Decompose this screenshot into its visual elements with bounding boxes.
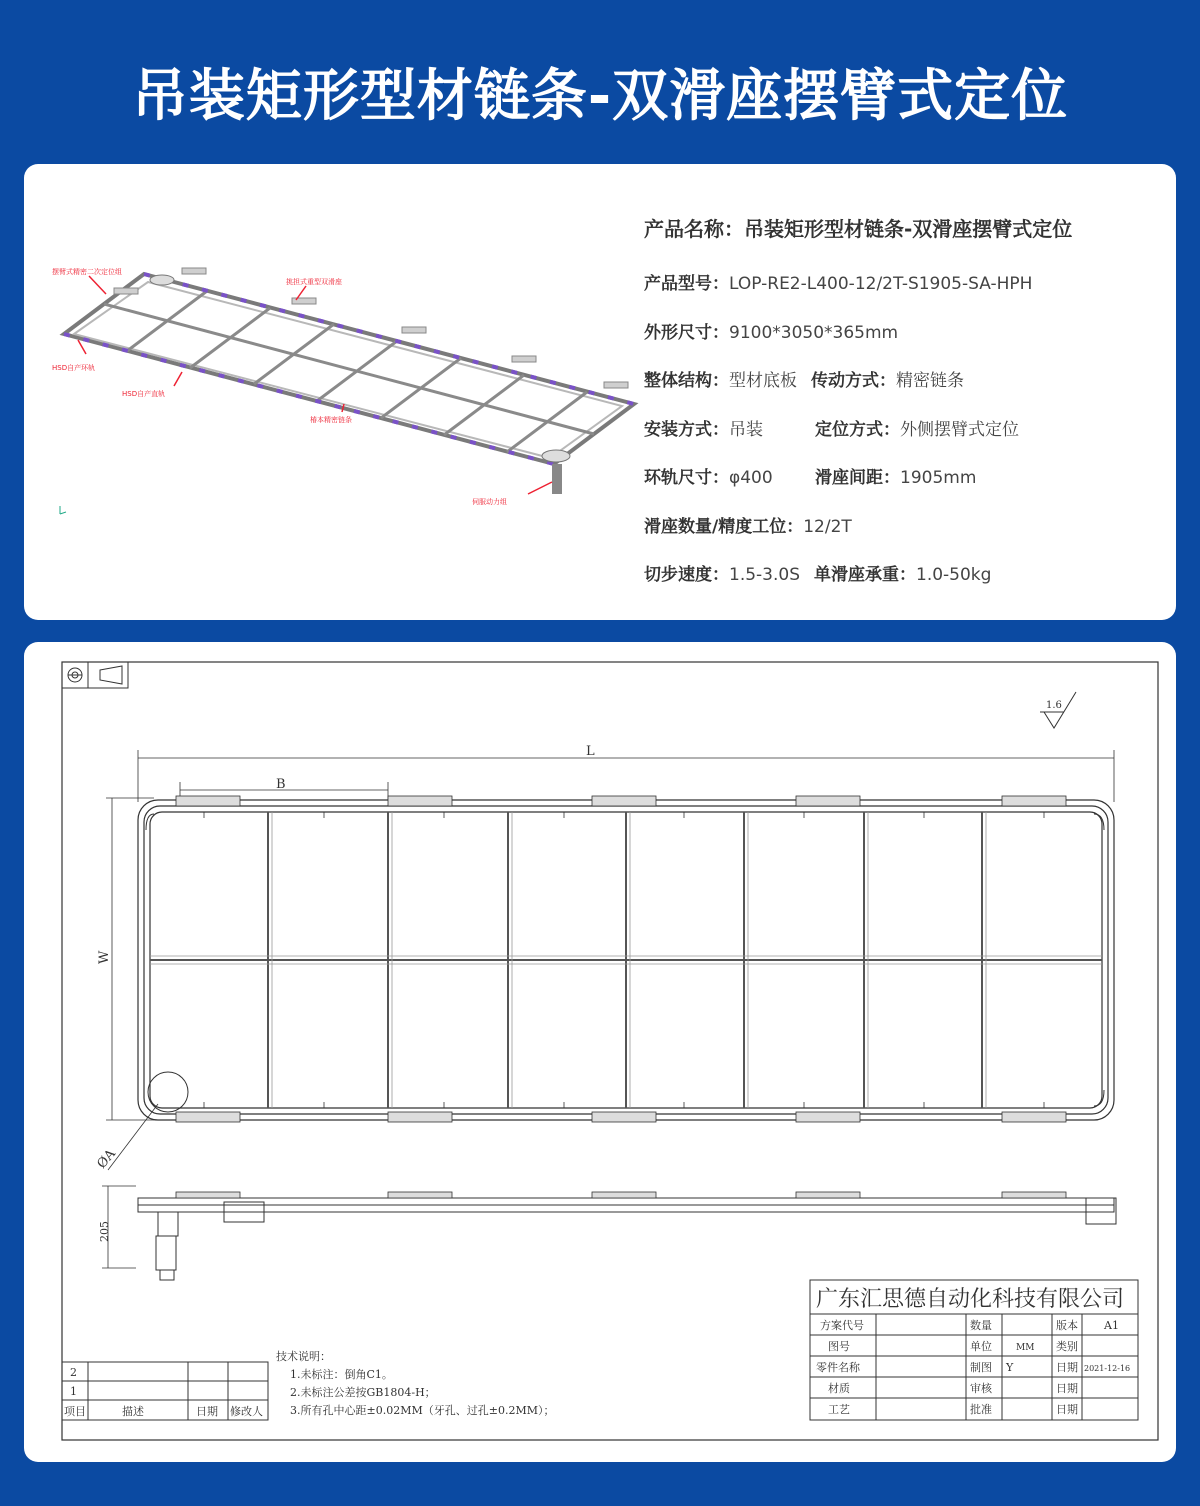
dim-205: 205 — [98, 1221, 111, 1242]
spec-row-speed — [644, 551, 1164, 600]
spec-locate-label: 定位方式： — [815, 419, 900, 440]
dim-B: B — [276, 777, 286, 792]
spec-load-value: 1.0-50kg — [916, 565, 992, 585]
tb-part-name-label: 零件名称 — [816, 1361, 860, 1374]
iso-label-swing-arm: 摆臂式精密二次定位组 — [52, 268, 122, 276]
technical-notes — [276, 1349, 554, 1417]
note-1: 1.未标注：倒角C1。 — [290, 1368, 393, 1381]
tb-version-label: 版本 — [1056, 1319, 1078, 1332]
rev-header-author: 修改人 — [230, 1405, 263, 1418]
page-title: 吊装矩形型材链条-双滑座摆臂式定位 — [131, 64, 1069, 129]
tb-date3-label: 日期 — [1056, 1403, 1078, 1416]
spec-size-label: 外形尺寸： — [644, 322, 729, 343]
tb-scheme-code-label: 方案代号 — [820, 1319, 864, 1332]
spec-load-label: 单滑座承重： — [814, 565, 916, 585]
spec-count-value: 12/2T — [803, 516, 852, 537]
spec-row-install — [644, 406, 1164, 455]
spec-spacing-label: 滑座间距： — [815, 468, 900, 488]
tb-drawing-no-label: 图号 — [828, 1340, 850, 1353]
iso-servo-motor — [552, 464, 562, 494]
spec-model-label: 产品型号： — [644, 274, 729, 294]
tb-drafter-value: Y — [1006, 1361, 1014, 1374]
spec-count-label: 滑座数量/精度工位： — [644, 516, 804, 537]
tb-material-label: 材质 — [828, 1382, 850, 1395]
spec-row-count — [644, 503, 1164, 552]
iso-label-straight-rail: HSD自产直轨 — [122, 390, 166, 398]
rev-header-item: 项目 — [64, 1405, 86, 1418]
roughness-value: 1.6 — [1046, 700, 1062, 711]
iso-label-ring-rail: HSD自产环轨 — [52, 364, 96, 372]
product-info-card — [24, 164, 1176, 620]
company-name: 广东汇思德自动化科技有限公司 — [816, 1287, 1125, 1312]
top-view-cross-members — [150, 812, 1102, 1108]
spec-product-name — [644, 212, 1164, 260]
spec-size-value: 9100*3050*365mm — [729, 322, 899, 343]
dim-W: W — [97, 950, 112, 964]
drawing-border — [62, 662, 1158, 1440]
tb-quantity-label: 数量 — [970, 1319, 992, 1332]
tb-drafter-label: 制图 — [970, 1361, 992, 1374]
note-2: 2.未标注公差按GB1804-H； — [290, 1386, 436, 1399]
tb-version-value: A1 — [1104, 1319, 1119, 1332]
tb-unit-value: MM — [1016, 1343, 1035, 1353]
tb-unit-label: 单位 — [970, 1340, 992, 1353]
spec-struct-value: 型材底板 — [729, 371, 797, 391]
spec-row-model — [644, 260, 1164, 309]
spec-struct-label: 整体结构： — [644, 371, 729, 391]
note-3: 3.所有孔中心距±0.02MM（牙孔、过孔±0.2MM）； — [290, 1404, 555, 1417]
spec-row-structure — [644, 357, 1164, 406]
spec-name-value: 吊装矩形型材链条-双滑座摆臂式定位 — [744, 217, 1073, 241]
spec-spacing-value: 1905mm — [900, 468, 977, 488]
spec-row-size — [644, 309, 1164, 358]
rev-row-2: 2 — [70, 1366, 77, 1379]
tb-date-value: 2021-12-16 — [1084, 1364, 1131, 1373]
iso-label-chain: 椿本精密链条 — [310, 416, 352, 424]
tb-date2-label: 日期 — [1056, 1382, 1078, 1395]
side-view — [138, 1198, 1116, 1280]
spec-speed-value: 1.5-3.0S — [729, 565, 800, 585]
spec-drive-value: 精密链条 — [896, 371, 964, 391]
spec-install-value: 吊装 — [729, 419, 763, 440]
spec-speed-label: 切步速度： — [644, 565, 729, 585]
isometric-product-render — [44, 254, 644, 554]
rev-header-desc: 描述 — [122, 1405, 144, 1418]
spec-ring-value: φ400 — [729, 468, 773, 488]
notes-title: 技术说明： — [276, 1350, 331, 1363]
tb-process-label: 工艺 — [828, 1403, 850, 1416]
side-view-sliders — [176, 1192, 1066, 1198]
tb-approve-label: 批准 — [970, 1403, 992, 1416]
iso-cross-bars — [104, 291, 594, 452]
iso-label-double-slider: 挑担式重型双滑座 — [286, 278, 342, 286]
spec-install-label: 安装方式： — [644, 419, 729, 440]
dim-diameter-A: ØA — [94, 1146, 119, 1172]
projection-symbol — [62, 662, 128, 688]
rev-header-date: 日期 — [196, 1405, 218, 1418]
spec-drive-label: 传动方式： — [811, 371, 896, 391]
iso-label-servo: 伺服动力组 — [472, 498, 507, 506]
spec-ring-label: 环轨尺寸： — [644, 468, 729, 488]
engineering-drawing-card — [24, 642, 1176, 1462]
tb-review-label: 审核 — [970, 1382, 992, 1395]
engineering-drawing — [24, 642, 1176, 1462]
tb-date-label: 日期 — [1056, 1361, 1078, 1374]
spec-model-value: LOP-RE2-L400-12/2T-S1905-SA-HPH — [729, 274, 1033, 294]
spec-locate-value: 外侧摆臂式定位 — [900, 419, 1019, 440]
dim-L: L — [586, 744, 595, 759]
rev-row-1: 1 — [70, 1385, 77, 1398]
spec-name-label: 产品名称： — [644, 217, 744, 241]
spec-list — [644, 212, 1164, 600]
title-block-cells — [816, 1318, 1130, 1416]
tb-category-label: 类别 — [1056, 1340, 1078, 1353]
spec-row-ring — [644, 454, 1164, 503]
